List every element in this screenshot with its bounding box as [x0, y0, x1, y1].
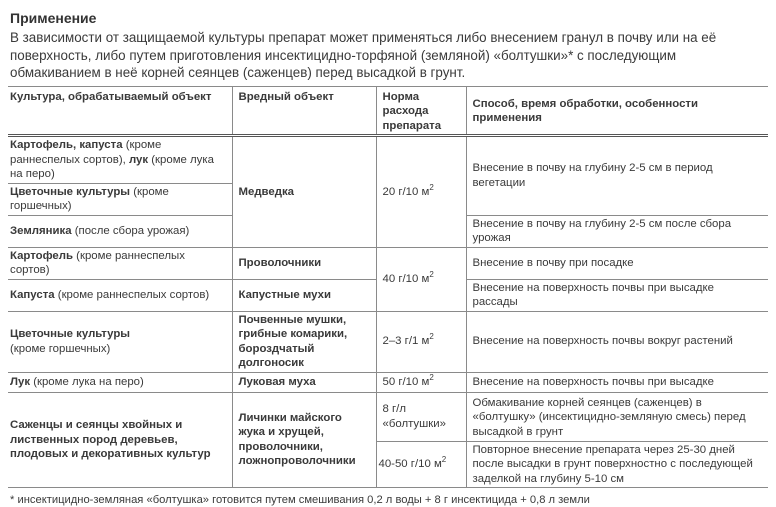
- method-cell: Внесение на поверхность почвы при высадке: [466, 372, 768, 392]
- culture-note: (кроме горшечных): [10, 342, 111, 355]
- table-row: [8, 247, 768, 279]
- culture-note: (после сбора урожая): [71, 224, 190, 237]
- culture-cell: [8, 136, 232, 184]
- pest-cell: [232, 311, 376, 372]
- rate-unit-power: 2: [441, 455, 447, 465]
- method-cell: Внесение в почву на глубину 2-5 см после сбора урожая: [466, 215, 768, 247]
- rate-unit-power: 2: [429, 332, 434, 342]
- table-row: [8, 136, 768, 184]
- culture-name: Цветочные культуры: [10, 185, 131, 198]
- culture-cell: [8, 372, 232, 392]
- culture-name: Картофель: [10, 249, 74, 262]
- rate-cell: [376, 372, 466, 392]
- culture-note: (кроме лука на перо): [10, 153, 214, 180]
- table-row: [8, 392, 768, 441]
- pest-cell: [232, 136, 376, 248]
- pest-cell: [232, 372, 376, 392]
- culture-name: Капуста: [10, 288, 55, 301]
- culture-cell: [8, 279, 232, 311]
- culture-name: Цветочные культуры: [10, 328, 131, 340]
- table-row: [8, 311, 768, 372]
- rate-value: 40 г/10 м: [382, 272, 430, 285]
- culture-cell: [8, 247, 232, 279]
- pest-name: Медведка: [238, 185, 295, 198]
- rate-value: 20 г/10 м: [382, 185, 430, 198]
- culture-note: (кроме раннеспелых сортов): [10, 249, 185, 276]
- rate-cell: [376, 247, 466, 311]
- table-header-row: [8, 86, 768, 136]
- pest-name: Личинки майского жука и хрущей, проволочники, ложнопроволочники: [238, 411, 356, 468]
- method-cell: Внесение в почву при посадке: [466, 247, 768, 279]
- method-cell: Повторное внесение препарата через 25-30 дней после высадки в грунт поверхностно с последующей заделкой на глубину 5-10 см: [466, 441, 768, 488]
- pest-cell: [232, 279, 376, 311]
- pest-name: Капустные мухи: [238, 288, 331, 301]
- header-culture: Культура, обрабатываемый объект: [8, 86, 232, 136]
- culture-name: Картофель, капуста: [10, 139, 123, 151]
- rate-cell: [376, 441, 466, 488]
- pest-cell: [232, 247, 376, 279]
- footnote: * инсектицидно-земляная «болтушка» готовится путем смешивания 0,2 л воды + 8 г инсектицида + 0,8 л земли: [10, 494, 590, 506]
- pest-name: Почвенные мушки, грибные комарики, бороздчатый долгоносик: [238, 313, 348, 369]
- rate-value: 50 г/10 м: [382, 375, 430, 388]
- pest-name: Проволочники: [238, 256, 322, 269]
- section-heading: Применение: [10, 10, 97, 26]
- rate-unit-power: 2: [429, 182, 434, 192]
- method-cell: Внесение на поверхность почвы вокруг растений: [466, 311, 768, 372]
- header-pest: Вредный объект: [232, 86, 376, 136]
- rate-cell: [376, 311, 466, 372]
- culture-cell: [8, 392, 232, 488]
- method-cell: Внесение на поверхность почвы при высадке рассады: [466, 279, 768, 311]
- culture-name: Лук: [10, 375, 31, 388]
- table-row: [8, 372, 768, 392]
- header-method: Способ, время обработки, особенности применения: [466, 86, 768, 136]
- rate-unit-power: 2: [429, 269, 434, 279]
- culture-cell: [8, 311, 232, 372]
- culture-note: (кроме лука на перо): [30, 375, 144, 388]
- rate-unit-power: 2: [429, 372, 434, 382]
- culture-note: (кроме горшечных): [10, 185, 169, 212]
- header-rate: Норма расхода препарата: [376, 86, 466, 136]
- culture-cell: [8, 215, 232, 247]
- culture-cell: [8, 183, 232, 215]
- method-cell: Обмакивание корней сеянцев (саженцев) в «болтушку» (инсектицидно-земляную смесь) перед высадкой в грунт: [466, 392, 768, 441]
- pest-name: Луковая муха: [238, 375, 316, 388]
- application-table: [8, 86, 768, 489]
- culture-note: (кроме раннеспелых сортов): [54, 288, 210, 301]
- culture-name: лук: [128, 153, 149, 166]
- rate-value: 2–3 г/1 м: [382, 335, 430, 348]
- intro-paragraph: В зависимости от защищаемой культуры препарат может применяться либо внесением гранул в почву или на её поверхность, либо путем приготовления инсектицидно-торфяной (земляной) «болтушки»* с последующим обмакиванием в неё корней сеянцев (саженцев) перед высадкой в грунт.: [10, 30, 717, 80]
- method-cell: Внесение в почву на глубину 2-5 см в период вегетации: [466, 136, 768, 216]
- rate-cell: [376, 136, 466, 248]
- culture-name: Саженцы и сеянцы хвойных и лиственных пород деревьев, плодовых и декоративных культур: [10, 419, 211, 460]
- pest-cell: [232, 392, 376, 488]
- culture-note: (кроме раннеспелых сортов),: [10, 139, 162, 166]
- rate-cell: 8 г/л «болтушки»: [376, 392, 466, 441]
- rate-value: 40-50 г/10 м: [378, 458, 442, 470]
- culture-name: Земляника: [10, 224, 72, 237]
